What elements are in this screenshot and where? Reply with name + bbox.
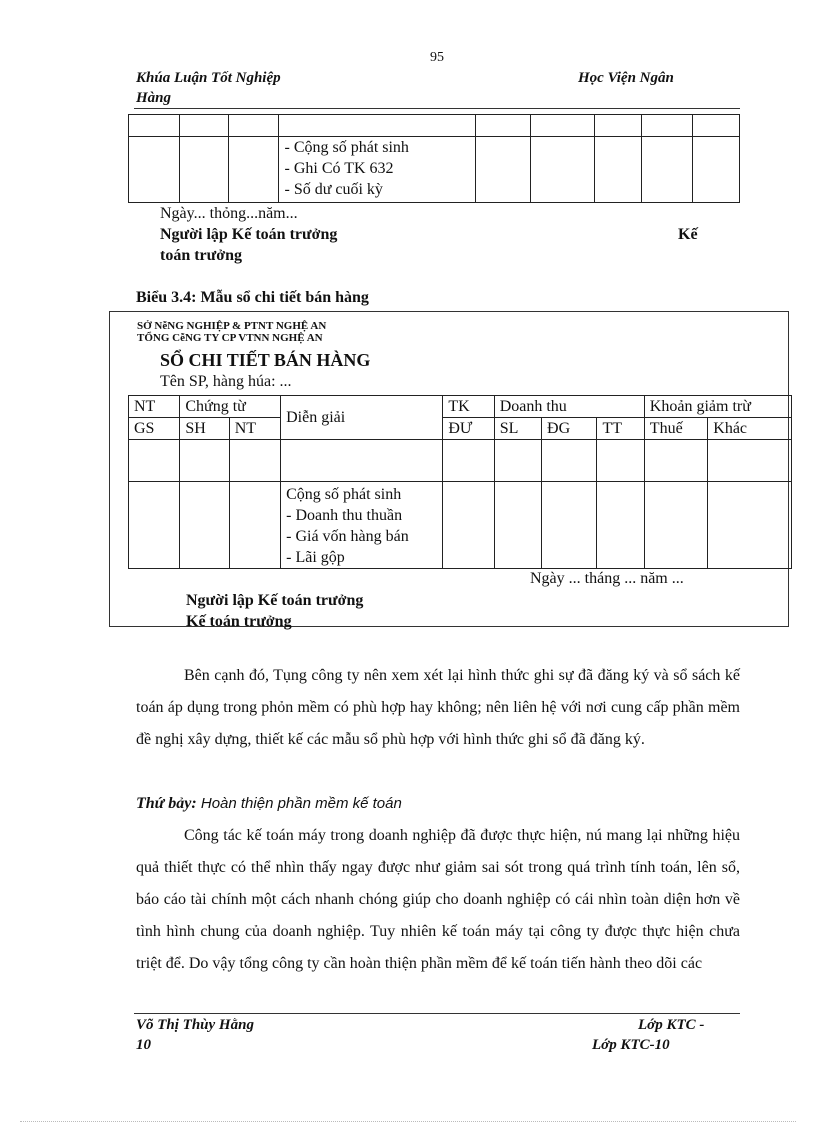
top-date: Ngày... thỏng...năm...: [160, 205, 298, 222]
org-line-1: SỞ NễNG NGHIỆP & PTNT NGHỆ AN: [137, 320, 327, 332]
figure-title: Biểu 3.4: Mẫu sổ chi tiết bán hàng: [136, 289, 369, 306]
top-line-2: - Ghi Có TK 632: [284, 160, 394, 177]
page-number: 95: [430, 50, 444, 65]
summary-line-2: - Doanh thu thuần: [286, 507, 403, 524]
summary-line-1: Cộng số phát sinh: [286, 486, 402, 503]
top-signers: Người lập Kế toán trưởng: [160, 226, 338, 243]
summary-line-3: - Giá vốn hàng bán: [286, 528, 409, 545]
page-bottom-dotted: [20, 1121, 796, 1122]
col-nt2: NT: [229, 418, 280, 440]
section-heading: [136, 788, 402, 820]
form-signers: Người lập Kế toán trưởng: [186, 592, 364, 609]
summary-cell: [281, 482, 443, 569]
col-dg: ĐG: [542, 418, 597, 440]
product-line: Tên SP, hàng húa: ...: [160, 373, 292, 390]
form-signers-2: Kế toán trưởng: [186, 613, 292, 630]
col-du: ĐƯ: [443, 418, 494, 440]
top-line-1: - Cộng số phát sinh: [284, 139, 409, 156]
footer-rule: [134, 1013, 740, 1014]
col-gs: GS: [129, 418, 180, 440]
col-thue: Thuế: [644, 418, 707, 440]
heading-label: Thứ bảy:: [136, 795, 197, 812]
col-dien-giai: Diễn giải: [281, 396, 443, 440]
form-date: Ngày ... tháng ... năm ...: [530, 570, 684, 587]
col-sl: SL: [494, 418, 541, 440]
top-signer-line2: toán trưởng: [160, 247, 243, 264]
top-line-3: - Số dư cuối kỳ: [284, 181, 383, 198]
sales-ledger-table: [128, 395, 792, 569]
footer-right: Lớp KTC -: [638, 1017, 705, 1033]
col-chung-tu: Chứng từ: [180, 396, 281, 418]
top-table: [128, 114, 740, 203]
form-title: SỔ CHI TIẾT BÁN HÀNG: [160, 350, 371, 370]
col-tk: TK: [443, 396, 494, 418]
paragraph-1: Bên cạnh đó, Tụng công ty nên xem xét lại hình thức ghi sự đã đăng ký và sổ sách kế toán áp dụng trong phỏn mềm có phù hợp hay không; nên liên hệ với nơi cung cấp phần mềm đề nghị xây dựng, thiết kế các mẫu sổ phù hợp với hình thức ghi sổ đã đăng ký.: [136, 667, 740, 748]
header-left-wrap: Hàng: [136, 90, 172, 106]
table-row: [129, 482, 792, 569]
heading-text: Hoàn thiện phần mềm kế toán: [196, 795, 402, 812]
col-khoan-giam-tru: Khoản giảm trừ: [644, 396, 791, 418]
col-nt: NT: [129, 396, 180, 418]
header-right: Học Viện Ngân: [578, 70, 674, 86]
header-rule: [134, 108, 740, 109]
top-signer-right: Kế: [678, 226, 698, 243]
top-table-summary: [279, 137, 475, 203]
header-left: Khúa Luận Tốt Nghiệp: [136, 70, 281, 86]
org-line-2: TỔNG CễNG TY CP VTNN NGHỆ AN: [137, 332, 323, 344]
table-row: [129, 440, 792, 482]
col-sh: SH: [180, 418, 229, 440]
col-khac: Khác: [708, 418, 792, 440]
paragraph-2: Công tác kế toán máy trong doanh nghiệp đã được thực hiện, nú mang lại những hiệu quả thiết thực có thể nhìn thấy ngay được như giảm sai sót trong quá trình tính toán, lên sổ, báo cáo tài chính một cách nhanh chóng giúp cho doanh nghiệp có cái nhìn toàn diện hơn về tình hình chung của doanh nghiệp. Tuy nhiên kế toán máy tại công ty được thực hiện chưa triệt để. Do vậy tổng công ty cần hoàn thiện phần mềm để kế toán tiến hành theo dõi các: [136, 827, 740, 972]
footer-right-2: Lớp KTC-10: [592, 1037, 670, 1053]
footer-left-wrap: 10: [136, 1037, 151, 1053]
col-tt: TT: [597, 418, 644, 440]
summary-line-4: - Lãi gộp: [286, 549, 345, 566]
footer-left: Võ Thị Thùy Hằng: [136, 1017, 254, 1033]
col-doanh-thu: Doanh thu: [494, 396, 644, 418]
